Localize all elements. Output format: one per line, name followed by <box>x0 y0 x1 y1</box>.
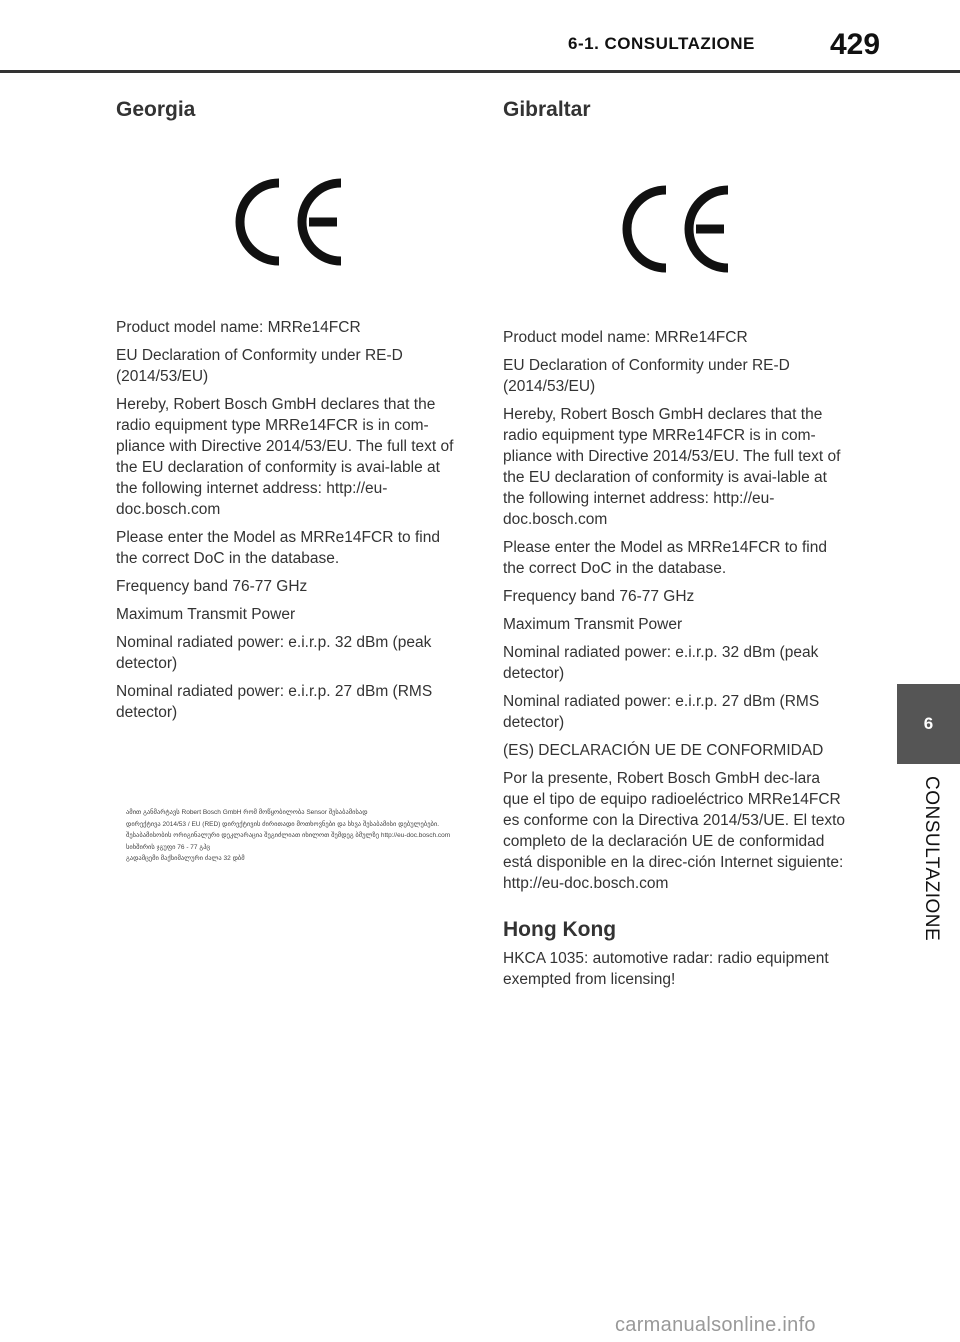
georgian-line: ამით განმარტავს Robert Bosch GmbH რომ მოწყობილობა Sensor შესაბამისად <box>126 809 368 816</box>
ce-mark-icon <box>229 177 349 267</box>
right-para-2: EU Declaration of Conformity under RE-D (2014/53/EU) <box>503 357 790 395</box>
left-para-8: Nominal radiated power: e.i.r.p. 27 dBm (RMS detector) <box>116 683 433 721</box>
left-para-5: Frequency band 76-77 GHz <box>116 578 308 595</box>
watermark[interactable]: carmanualsonline.info <box>615 1314 816 1336</box>
right-para-9: (ES) DECLARACIÓN UE DE CONFORMIDAD <box>503 742 824 759</box>
left-para-6: Maximum Transmit Power <box>116 606 296 623</box>
georgian-line: სიხშირის ჯგუფი 76 - 77 გჰც <box>126 843 211 851</box>
chapter-number: 6 <box>923 714 934 733</box>
right-para-3: Hereby, Robert Bosch GmbH declares that the radio equipment type MRRe14FCR is in com-pliance with Directive 2014/53/EU. The full text of the EU declaration of conformity is avai-lable at the following internet address: http://eu-doc.bosch.com <box>503 406 841 528</box>
left-para-4: Please enter the Model as MRRe14FCR to find the correct DoC in the database. <box>116 529 440 567</box>
right-para-5: Frequency band 76-77 GHz <box>503 588 695 605</box>
right-para-7: Nominal radiated power: e.i.r.p. 32 dBm (peak detector) <box>503 644 819 682</box>
georgian-declaration <box>126 807 456 865</box>
georgia-title: Georgia <box>116 98 196 121</box>
left-column <box>116 98 461 730</box>
ce-mark-left <box>116 122 461 317</box>
right-para-8: Nominal radiated power: e.i.r.p. 27 dBm (RMS detector) <box>503 693 820 731</box>
georgian-line: დირექტივა 2014/53 / EU (RED) დირექტივის ძირითადი მოთხოვნები და სხვა შესაბამისი დებულებები. <box>126 820 440 828</box>
hong-kong-title: Hong Kong <box>503 918 617 941</box>
ce-mark-right <box>503 122 848 327</box>
chapter-tab[interactable] <box>897 684 960 764</box>
georgian-line: შესაბამისობის ორიგინალური დეკლარაცია შეგიძლიათ იხილოთ შემდეგ ბმულზე http://eu-doc.bosch.com <box>126 832 451 839</box>
left-para-2: EU Declaration of Conformity under RE-D (2014/53/EU) <box>116 347 403 385</box>
hong-kong-text: HKCA 1035: automotive radar: radio equipment exempted from licensing! <box>503 950 829 988</box>
section-title: 6-1. CONSULTAZIONE <box>568 34 755 53</box>
right-column <box>503 98 848 997</box>
right-para-4: Please enter the Model as MRRe14FCR to find the correct DoC in the database. <box>503 539 827 577</box>
right-para-6: Maximum Transmit Power <box>503 616 683 633</box>
ce-mark-icon <box>616 184 736 274</box>
right-para-10: Por la presente, Robert Bosch GmbH dec-lara que el tipo de equipo radioeléctrico MRRe14FCR es conforme con la Directiva 2014/53/UE. El texto completo de la declaración UE de conformidad está disponible en la direc-ción Internet siguiente: http://eu-doc.bosch.com <box>503 770 846 892</box>
georgian-line: გადამცემი მაქსიმალური ძალა 32 დბმ <box>126 855 245 862</box>
chapter-label: CONSULTAZIONE <box>921 776 942 942</box>
page-number: 429 <box>830 28 881 61</box>
left-para-1: Product model name: MRRe14FCR <box>116 319 361 336</box>
header-rule <box>0 70 960 73</box>
left-para-7: Nominal radiated power: e.i.r.p. 32 dBm (peak detector) <box>116 634 432 672</box>
left-para-3: Hereby, Robert Bosch GmbH declares that the radio equipment type MRRe14FCR is in com-pliance with Directive 2014/53/EU. The full text of the EU declaration of conformity is avai-lable at the following internet address: http://eu-doc.bosch.com <box>116 396 454 518</box>
gibraltar-title: Gibraltar <box>503 98 591 121</box>
right-para-1: Product model name: MRRe14FCR <box>503 329 748 346</box>
